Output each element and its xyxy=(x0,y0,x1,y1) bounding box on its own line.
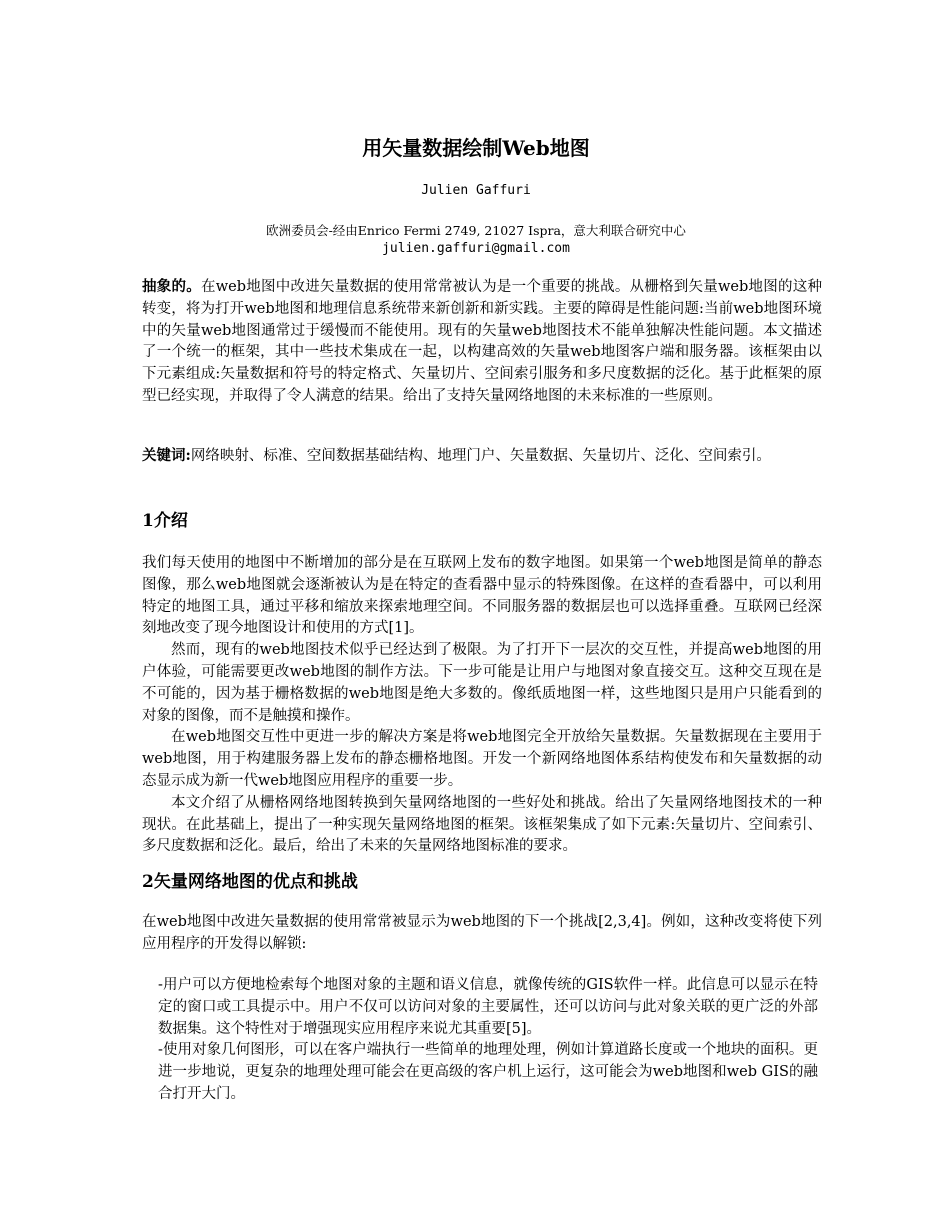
affiliation-block xyxy=(0,222,952,258)
list-item: -使用对象几何图形，可以在客户端执行一些简单的地理处理，例如计算道路长度或一个地块的面积。更进一步地说，更复杂的地理处理可能会在更高级的客户机上运行，这可能会为web地图和web GIS的融合打开大门。 xyxy=(158,1042,818,1102)
section-1-paragraph: 在web地图交互性中更进一步的解决方案是将web地图完全开放给矢量数据。矢量数据现在主要用于web地图，用于构建服务器上发布的静态栅格地图。开发一个新网络地图体系结构使发布和矢量数据的动态显示成为新一代web地图应用程序的重要一步。 xyxy=(142,729,822,789)
section-1-heading: 1介绍 xyxy=(142,511,188,531)
author-email: julien.gaffuri@gmail.com xyxy=(382,241,570,256)
paper-title: 用矢量数据绘制Web地图 xyxy=(362,136,590,160)
author-name: Julien Gaffuri xyxy=(421,183,531,198)
abstract-text: 在web地图中改进矢量数据的使用常常被认为是一个重要的挑战。从栅格到矢量web地图的这种转变，将为打开web地图和地理信息系统带来新创新和新实践。主要的障碍是性能问题:当前web地图环境中的矢量web地图通常过于缓慢而不能使用。现有的矢量web地图技术不能单独解决性能问题。本文描述了一个统一的框架，其中一些技术集成在一起，以构建高效的矢量web地图客户端和服务器。该框架由以下元素组成:矢量数据和符号的特定格式、矢量切片、空间索引服务和多尺度数据的泛化。基于此框架的原型已经实现，并取得了令人满意的结果。给出了支持矢量网络地图的未来标准的一些原则。 xyxy=(142,279,823,404)
abstract-label: 抽象的。 xyxy=(142,278,201,295)
affiliation-line: 欧洲委员会-经由Enrico Fermi 2749, 21027 Ispra，意大利联合研究中心 xyxy=(266,223,686,238)
keywords-block xyxy=(142,445,822,468)
keywords-text: 网络映射、标准、空间数据基础结构、地理门户、矢量数据、矢量切片、泛化、空间索引。 xyxy=(190,448,771,464)
benefits-list xyxy=(158,975,818,1106)
section-1-paragraph: 本文介绍了从栅格网络地图转换到矢量网络地图的一些好处和挑战。给出了矢量网络地图技术的一种现状。在此基础上，提出了一种实现矢量网络地图的框架。该框架集成了如下元素:矢量切片、空间索引、多尺度数据和泛化。最后，给出了未来的矢量网络地图标准的要求。 xyxy=(142,794,822,855)
section-1-paragraph: 我们每天使用的地图中不断增加的部分是在互联网上发布的数字地图。如果第一个web地图是简单的静态图像，那么web地图就会逐渐被认为是在特定的查看器中显示的特殊图像。在这样的查看器中，可以利用特定的地图工具，通过平移和缩放来探索地理空间。不同服务器的数据层也可以选择重叠。互联网已经深刻地改变了现今地图设计和使用的方式[1]。 xyxy=(142,555,822,637)
section-2-heading: 2矢量网络地图的优点和挑战 xyxy=(142,872,358,892)
section-2-intro: 在web地图中改进矢量数据的使用常常被显示为web地图的下一个挑战[2,3,4]。例如，这种改变将使下列应用程序的开发得以解锁: xyxy=(142,914,822,952)
section-1-body xyxy=(142,553,822,858)
section-1-paragraph: 然而，现有的web地图技术似乎已经达到了极限。为了打开下一层次的交互性，并提高web地图的用户体验，可能需要更改web地图的制作方法。下一步可能是让用户与地图对象直接交互。这种交互现在是不可能的，因为基于栅格数据的web地图是绝大多数的。像纸质地图一样，这些地图只是用户只能看到的对象的图像，而不是触摸和操作。 xyxy=(142,642,822,724)
keywords-label: 关键词: xyxy=(142,447,191,464)
list-item: -用户可以方便地检索每个地图对象的主题和语义信息，就像传统的GIS软件一样。此信息可以显示在特定的窗口或工具提示中。用户不仅可以访问对象的主要属性，还可以访问与此对象关联的更广泛的外部数据集。这个特性对于增强现实应用程序来说尤其重要[5]。 xyxy=(158,977,818,1037)
abstract-block xyxy=(142,276,822,408)
